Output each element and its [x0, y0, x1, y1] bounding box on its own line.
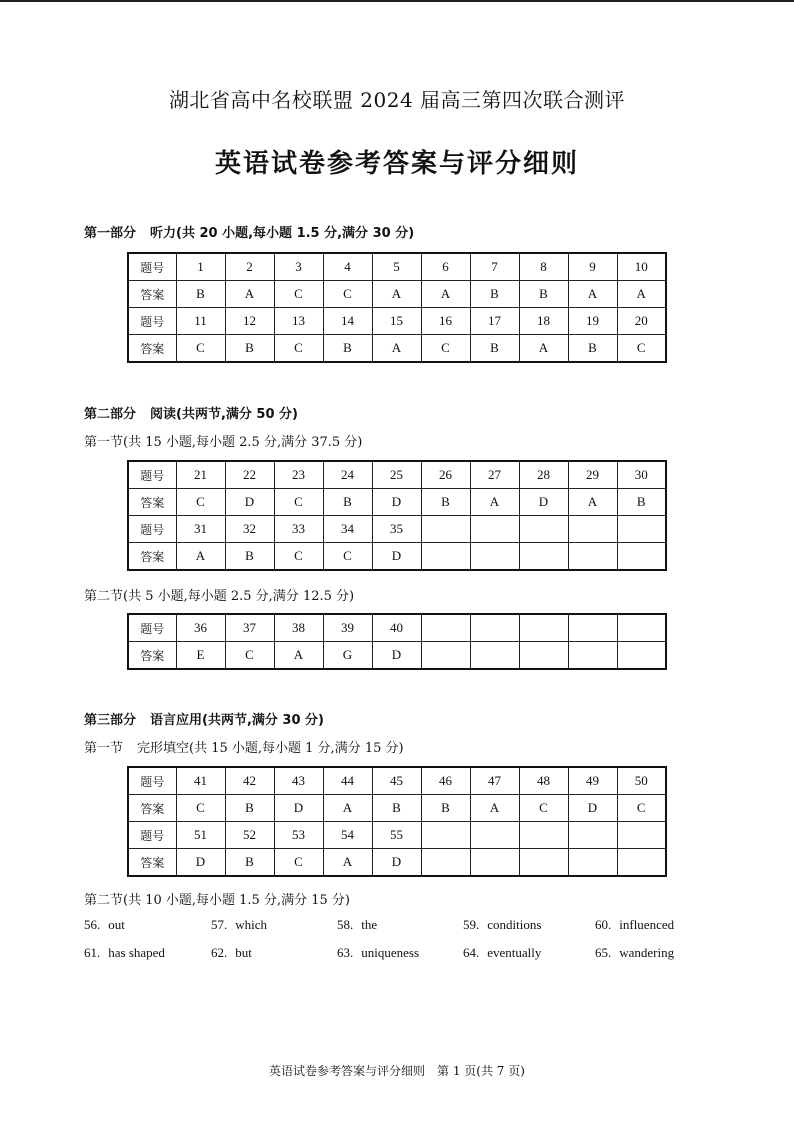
question-number-cell: 19 — [568, 308, 617, 335]
answer-cell: B — [617, 489, 666, 516]
question-number-cell — [421, 614, 470, 642]
fill-answer-text: uniqueness — [361, 945, 420, 960]
answer-row — [128, 795, 666, 822]
question-number-cell — [421, 516, 470, 543]
answer-cell: B — [225, 543, 274, 571]
part3-heading — [84, 709, 324, 728]
question-number-label: 题号 — [128, 461, 176, 489]
fill-answer-text: wandering — [619, 945, 675, 960]
answer-cell: D — [372, 543, 421, 571]
question-number-cell: 49 — [568, 767, 617, 795]
part3-label: 第三部分 — [84, 713, 137, 728]
answer-cell: C — [323, 281, 372, 308]
question-number-cell — [470, 516, 519, 543]
answer-cell — [421, 543, 470, 571]
question-number-label: 题号 — [128, 308, 176, 335]
question-number-cell: 13 — [274, 308, 323, 335]
question-number-cell — [421, 822, 470, 849]
part1-answer-table — [127, 252, 667, 363]
answer-cell: C — [274, 335, 323, 363]
fill-answer-text: influenced — [619, 917, 675, 932]
exam-title: 湖北省高中名校联盟 2024 届高三第四次联合测评 — [168, 88, 626, 112]
question-number-cell: 23 — [274, 461, 323, 489]
question-number-cell — [568, 822, 617, 849]
fill-answer-item — [84, 945, 165, 961]
question-number-cell: 5 — [372, 253, 421, 281]
answer-cell — [617, 543, 666, 571]
answer-cell: C — [225, 642, 274, 670]
question-number-cell: 55 — [372, 822, 421, 849]
answer-cell: B — [568, 335, 617, 363]
question-number-cell — [617, 516, 666, 543]
answer-cell — [568, 849, 617, 877]
question-number-cell: 40 — [372, 614, 421, 642]
answer-cell: A — [274, 642, 323, 670]
question-number-cell: 41 — [176, 767, 225, 795]
question-number-cell: 47 — [470, 767, 519, 795]
answer-row — [128, 489, 666, 516]
answer-cell — [617, 642, 666, 670]
question-number-cell: 37 — [225, 614, 274, 642]
answer-cell: B — [421, 795, 470, 822]
question-number-cell: 14 — [323, 308, 372, 335]
question-number-cell: 22 — [225, 461, 274, 489]
part3-section2-desc: 第二节(共 10 小题,每小题 1.5 分,满分 15 分) — [84, 893, 350, 908]
fill-answer-number: 60. — [595, 917, 612, 932]
question-number-cell: 25 — [372, 461, 421, 489]
fill-answer-text: out — [108, 917, 125, 932]
fill-answer-text: conditions — [487, 917, 542, 932]
question-number-cell: 50 — [617, 767, 666, 795]
question-number-cell: 38 — [274, 614, 323, 642]
question-number-cell: 46 — [421, 767, 470, 795]
part2-section2-answer-table — [127, 613, 667, 670]
question-number-cell: 53 — [274, 822, 323, 849]
question-number-cell: 24 — [323, 461, 372, 489]
fill-answer-item — [595, 945, 674, 961]
top-border-line — [0, 0, 794, 2]
answer-cell — [519, 642, 568, 670]
question-number-row — [128, 822, 666, 849]
question-number-cell — [470, 614, 519, 642]
part2-heading — [84, 403, 298, 422]
question-number-cell: 27 — [470, 461, 519, 489]
question-number-cell: 10 — [617, 253, 666, 281]
answer-cell: D — [225, 489, 274, 516]
answer-label: 答案 — [128, 642, 176, 670]
part3-section1-desc: 完形填空(共 15 小题,每小题 1 分,满分 15 分) — [137, 741, 404, 756]
question-number-cell: 1 — [176, 253, 225, 281]
question-number-row — [128, 308, 666, 335]
question-number-cell: 9 — [568, 253, 617, 281]
question-number-cell: 26 — [421, 461, 470, 489]
answer-cell: A — [225, 281, 274, 308]
fill-answer-item — [595, 917, 674, 933]
answer-cell: B — [225, 849, 274, 877]
question-number-cell: 16 — [421, 308, 470, 335]
answer-cell: C — [274, 281, 323, 308]
fill-answer-text: has shaped — [108, 945, 165, 960]
answer-cell: C — [617, 795, 666, 822]
answer-cell: C — [176, 489, 225, 516]
answer-row — [128, 849, 666, 877]
answer-cell: D — [372, 642, 421, 670]
answer-cell — [470, 849, 519, 877]
answer-cell: A — [470, 489, 519, 516]
question-number-label: 题号 — [128, 822, 176, 849]
question-number-row — [128, 461, 666, 489]
part3-section2-heading — [84, 889, 350, 908]
fill-answer-text: which — [235, 917, 268, 932]
answer-cell: A — [617, 281, 666, 308]
answer-cell: A — [568, 281, 617, 308]
question-number-cell: 15 — [372, 308, 421, 335]
question-number-cell: 17 — [470, 308, 519, 335]
question-number-cell: 2 — [225, 253, 274, 281]
answer-row — [128, 281, 666, 308]
fill-answer-number: 58. — [337, 917, 354, 932]
answer-row — [128, 335, 666, 363]
fill-answer-number: 57. — [211, 917, 228, 932]
question-number-cell: 35 — [372, 516, 421, 543]
answer-cell: G — [323, 642, 372, 670]
question-number-cell: 51 — [176, 822, 225, 849]
answer-cell: B — [225, 795, 274, 822]
answer-cell: D — [568, 795, 617, 822]
part2-section2-desc: 第二节(共 5 小题,每小题 2.5 分,满分 12.5 分) — [84, 589, 355, 604]
question-number-cell: 54 — [323, 822, 372, 849]
answer-cell: A — [568, 489, 617, 516]
answer-label: 答案 — [128, 543, 176, 571]
part1-label: 第一部分 — [84, 226, 137, 241]
answer-cell — [568, 543, 617, 571]
answer-cell: B — [323, 489, 372, 516]
fill-answer-number: 63. — [337, 945, 354, 960]
answer-cell: A — [470, 795, 519, 822]
question-number-cell: 7 — [470, 253, 519, 281]
answer-cell — [421, 849, 470, 877]
answer-cell: B — [470, 335, 519, 363]
answer-cell — [568, 642, 617, 670]
answer-cell: A — [176, 543, 225, 571]
answer-label: 答案 — [128, 795, 176, 822]
answer-cell: A — [519, 335, 568, 363]
part2-section1-heading — [84, 431, 362, 450]
question-number-cell: 12 — [225, 308, 274, 335]
fill-answer-text: eventually — [487, 945, 542, 960]
answer-cell — [617, 849, 666, 877]
question-number-cell: 18 — [519, 308, 568, 335]
answer-cell: C — [421, 335, 470, 363]
answer-cell — [519, 849, 568, 877]
part2-section1-answer-table — [127, 460, 667, 571]
answer-label: 答案 — [128, 849, 176, 877]
question-number-cell: 48 — [519, 767, 568, 795]
answer-cell: B — [225, 335, 274, 363]
question-number-cell: 4 — [323, 253, 372, 281]
answer-label: 答案 — [128, 489, 176, 516]
fill-answer-number: 62. — [211, 945, 228, 960]
question-number-cell: 31 — [176, 516, 225, 543]
question-number-cell: 28 — [519, 461, 568, 489]
answer-cell: E — [176, 642, 225, 670]
answer-cell: D — [274, 795, 323, 822]
question-number-cell: 34 — [323, 516, 372, 543]
answer-cell — [421, 642, 470, 670]
question-number-cell — [617, 614, 666, 642]
answer-cell: C — [274, 849, 323, 877]
fill-answer-item — [463, 945, 541, 961]
answer-cell — [470, 642, 519, 670]
question-number-cell: 52 — [225, 822, 274, 849]
question-number-cell: 30 — [617, 461, 666, 489]
answer-cell: B — [372, 795, 421, 822]
answer-cell: D — [372, 489, 421, 516]
question-number-row — [128, 614, 666, 642]
part3-section1-label: 第一节 — [84, 741, 124, 756]
answer-cell: A — [323, 849, 372, 877]
answer-cell: B — [176, 281, 225, 308]
fill-answer-number: 61. — [84, 945, 101, 960]
fill-answer-number: 64. — [463, 945, 480, 960]
answer-cell: B — [470, 281, 519, 308]
answer-row — [128, 642, 666, 670]
question-number-row — [128, 516, 666, 543]
question-number-cell: 33 — [274, 516, 323, 543]
part3-desc: 语言应用(共两节,满分 30 分) — [150, 713, 324, 728]
question-number-cell: 3 — [274, 253, 323, 281]
fill-answer-item — [211, 945, 252, 961]
fill-answer-number: 65. — [595, 945, 612, 960]
question-number-row — [128, 767, 666, 795]
answer-cell: D — [176, 849, 225, 877]
part1-desc: 听力(共 20 小题,每小题 1.5 分,满分 30 分) — [150, 226, 415, 241]
answer-label: 答案 — [128, 281, 176, 308]
question-number-label: 题号 — [128, 614, 176, 642]
question-number-cell: 43 — [274, 767, 323, 795]
answer-cell — [519, 543, 568, 571]
part2-label: 第二部分 — [84, 407, 137, 422]
question-number-cell — [519, 516, 568, 543]
question-number-cell: 29 — [568, 461, 617, 489]
question-number-cell: 39 — [323, 614, 372, 642]
answer-cell: C — [519, 795, 568, 822]
question-number-label: 题号 — [128, 767, 176, 795]
question-number-cell — [519, 614, 568, 642]
answer-cell: C — [323, 543, 372, 571]
question-number-row — [128, 253, 666, 281]
question-number-cell: 36 — [176, 614, 225, 642]
question-number-cell: 11 — [176, 308, 225, 335]
part3-section1-heading — [84, 737, 404, 756]
fill-answer-item — [84, 917, 125, 933]
answer-cell: D — [372, 849, 421, 877]
fill-answer-text: the — [361, 917, 378, 932]
page-footer: 英语试卷参考答案与评分细则 第 1 页(共 7 页) — [269, 1064, 525, 1078]
question-number-cell: 45 — [372, 767, 421, 795]
answer-cell: C — [274, 543, 323, 571]
answer-cell: C — [176, 335, 225, 363]
answer-cell: C — [274, 489, 323, 516]
question-number-cell: 42 — [225, 767, 274, 795]
answer-row — [128, 543, 666, 571]
fill-answer-number: 59. — [463, 917, 480, 932]
answer-cell: A — [372, 281, 421, 308]
question-number-label: 题号 — [128, 516, 176, 543]
question-number-cell: 32 — [225, 516, 274, 543]
question-number-cell: 21 — [176, 461, 225, 489]
question-number-cell — [617, 822, 666, 849]
fill-answer-text: but — [235, 945, 252, 960]
fill-answer-item — [463, 917, 541, 933]
question-number-label: 题号 — [128, 253, 176, 281]
answer-cell — [470, 543, 519, 571]
part2-section1-desc: 第一节(共 15 小题,每小题 2.5 分,满分 37.5 分) — [84, 435, 363, 450]
question-number-cell: 44 — [323, 767, 372, 795]
question-number-cell — [470, 822, 519, 849]
fill-answer-number: 56. — [84, 917, 101, 932]
part2-section2-heading — [84, 585, 354, 604]
answer-cell: A — [323, 795, 372, 822]
question-number-cell — [568, 516, 617, 543]
answer-cell: B — [421, 489, 470, 516]
question-number-cell — [519, 822, 568, 849]
answer-cell: A — [421, 281, 470, 308]
part1-heading — [84, 222, 414, 241]
answer-label: 答案 — [128, 335, 176, 363]
document-title: 英语试卷参考答案与评分细则 — [214, 149, 579, 179]
fill-answer-item — [337, 945, 419, 961]
answer-cell: C — [176, 795, 225, 822]
fill-answer-item — [211, 917, 267, 933]
question-number-cell: 6 — [421, 253, 470, 281]
question-number-cell: 8 — [519, 253, 568, 281]
answer-cell: B — [323, 335, 372, 363]
answer-cell: A — [372, 335, 421, 363]
answer-cell: C — [617, 335, 666, 363]
answer-cell: D — [519, 489, 568, 516]
part3-section1-answer-table — [127, 766, 667, 877]
question-number-cell — [568, 614, 617, 642]
question-number-cell: 20 — [617, 308, 666, 335]
fill-answer-item — [337, 917, 377, 933]
answer-cell: B — [519, 281, 568, 308]
part2-desc: 阅读(共两节,满分 50 分) — [150, 407, 298, 422]
